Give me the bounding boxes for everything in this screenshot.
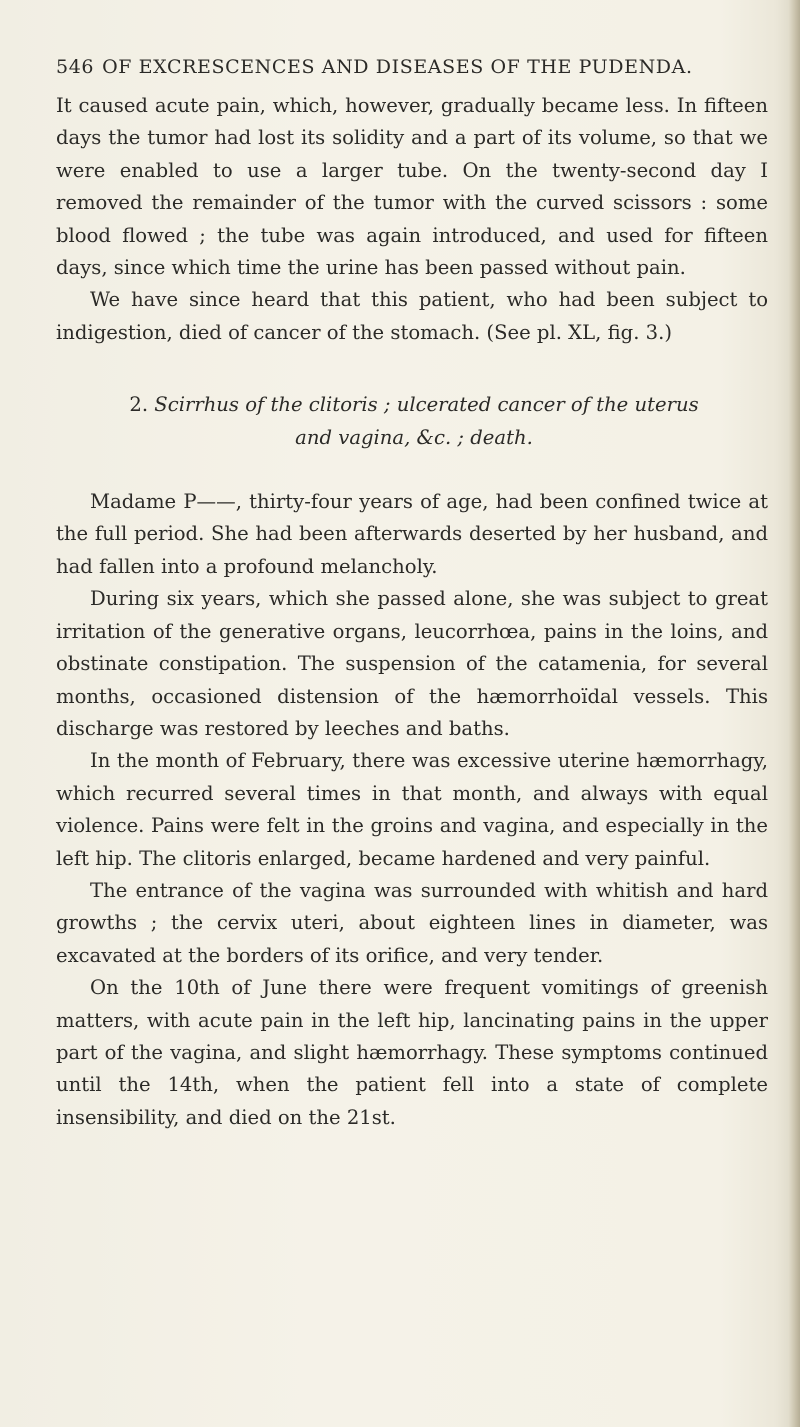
section-number: 2. [129,393,149,417]
paragraph-7: On the 10th of June there were frequent vomitings of greenish matters, with acute pain in the left hip, lancinating pains in the upper part of the vagina, and slight hæmorrhagy. These symptoms continued until the 14th, when the patient fell into a state of complete insensibility, and died on the 21st. [56,976,768,1129]
paragraph-3: Madame P——, thirty-four years of age, had been confined twice at the full period. She had been afterwards deserted by her husband, and had fallen into a profound melancholy. [56,490,768,578]
paragraph-1: It caused acute pain, which, however, gradually became less. In fifteen days the tumor had lost its solidity and a part of its volume, so that we were enabled to use a larger tube. On the twenty-second day I removed the remainder of the tumor with the curved scissors : some blood flowed ; the tube was again introduced, and used for fifteen days, since which time the urine has been passed without pain. [56,94,768,280]
paragraph-2: We have since heard that this patient, who had been subject to indigestion, died of cancer of the stomach. (See pl. XL, fig. 3.) [56,288,768,344]
paragraph-6: The entrance of the vagina was surrounded with whitish and hard growths ; the cervix uteri, about eighteen lines in diameter, was excavated at the borders of its orifice, and very tender. [56,878,768,967]
page-edge [788,0,800,1427]
page-text [56,56,768,1134]
paragraph-5: In the month of February, there was excessive uterine hæmorrhagy, which recurred several times in that month, and always with equal violence. Pains were felt in the groins and vagina, and especially in the left hip. The clitoris enlarged, became hardened and very painful. [56,749,768,870]
section-heading [56,389,768,454]
paragraph-4: During six years, which she passed alone, she was subject to great irritation of the generative organs, leucorrhœa, pains in the loins, and obstinate constipation. The suspension of the catamenia, for several months, occasioned distension of the hæmorrhoïdal vessels. This discharge was restored by leeches and baths. [56,587,768,740]
page-number: 546 [56,56,95,78]
running-title: OF EXCRESCENCES AND DISEASES OF THE PUDENDA. [102,56,693,78]
section-title-line-2: and vagina, &c. ; death. [295,425,533,449]
section-title-line-1: Scirrhus of the clitoris ; ulcerated cancer of the uterus [154,393,699,417]
running-header [56,56,768,78]
